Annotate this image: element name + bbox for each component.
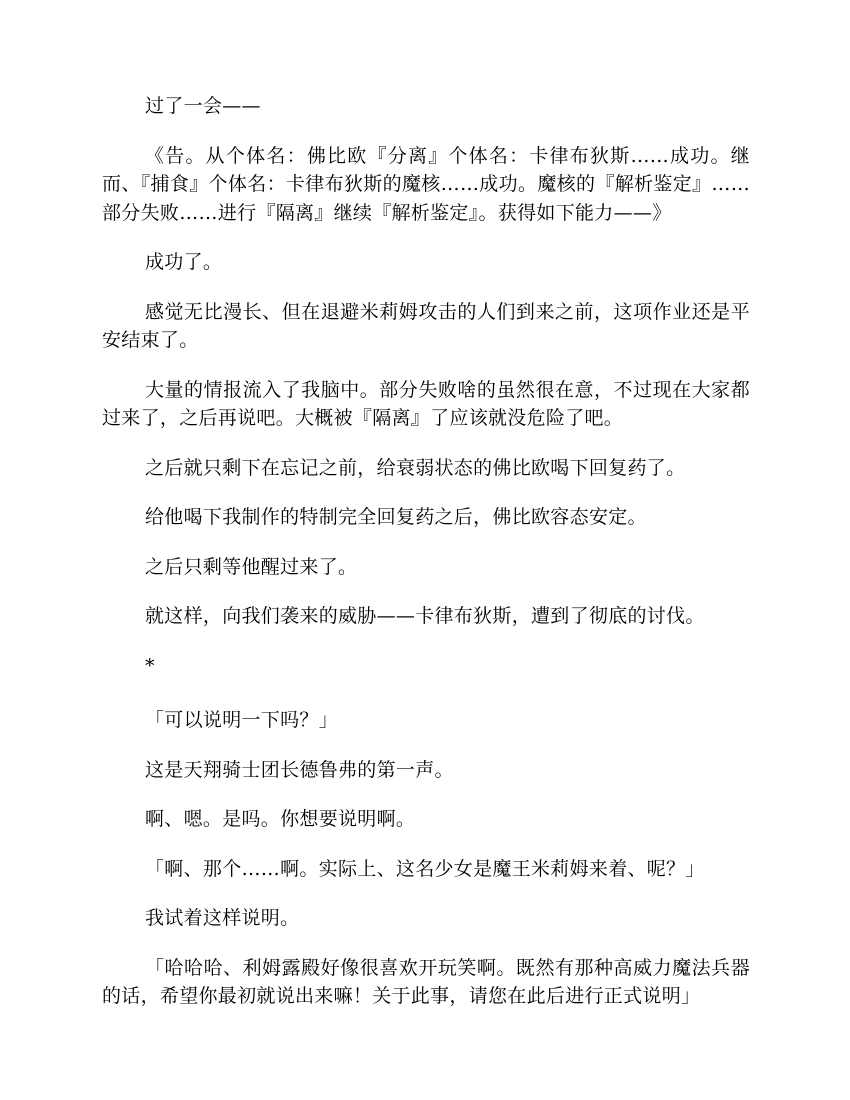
paragraph: 之后只剩等他醒过来了。 (145, 555, 358, 578)
paragraph: 就这样，向我们袭来的威胁——卡律布狄斯，遭到了彻底的讨伐。 (145, 605, 705, 627)
paragraph: 之后就只剩下在忘记之前，给衰弱状态的佛比欧喝下回复药了。 (145, 456, 686, 479)
paragraph: 给他喝下我制作的特制完全回复药之后，佛比欧容态安定。 (145, 506, 647, 528)
paragraph: 「哈哈哈、利姆露殿好像很喜欢开玩笑啊。既然有那种高威力魔法兵器的话，希望你最初就说出来嘛！关于此事，请您在此后进行正式说明」 (102, 956, 750, 1007)
paragraph: 感觉无比漫长、但在退避米莉姆攻击的人们到来之前，这项作业还是平安结束了。 (102, 300, 750, 351)
paragraph: 我试着这样说明。 (145, 907, 300, 929)
document-page (102, 92, 750, 1032)
paragraph: 过了一会—— (145, 95, 261, 117)
paragraph: 《告。从个体名：佛比欧『分离』个体名：卡律布狄斯……成功。继而、『捕食』个体名：卡律布狄斯的魔核……成功。魔核的『解析鉴定』……部分失败……进行『隔离』继续『解析鉴定』。获得如下能力——》 (102, 144, 750, 224)
paragraph: 这是天翔骑士团长德鲁弗的第一声。 (145, 758, 454, 781)
paragraph: 啊、嗯。是吗。你想要说明啊。 (145, 808, 416, 830)
paragraph: 「啊、那个……啊。实际上、这名少女是魔王米莉姆来着、呢？」 (145, 857, 705, 880)
paragraph: 「可以说明一下吗？」 (145, 709, 339, 731)
paragraph: 成功了。 (145, 251, 223, 273)
scene-break-marker: * (145, 654, 155, 677)
paragraph: 大量的情报流入了我脑中。部分失败啥的虽然很在意，不过现在大家都过来了，之后再说吧。大概被『隔离』了应该就没危险了吧。 (102, 378, 750, 429)
